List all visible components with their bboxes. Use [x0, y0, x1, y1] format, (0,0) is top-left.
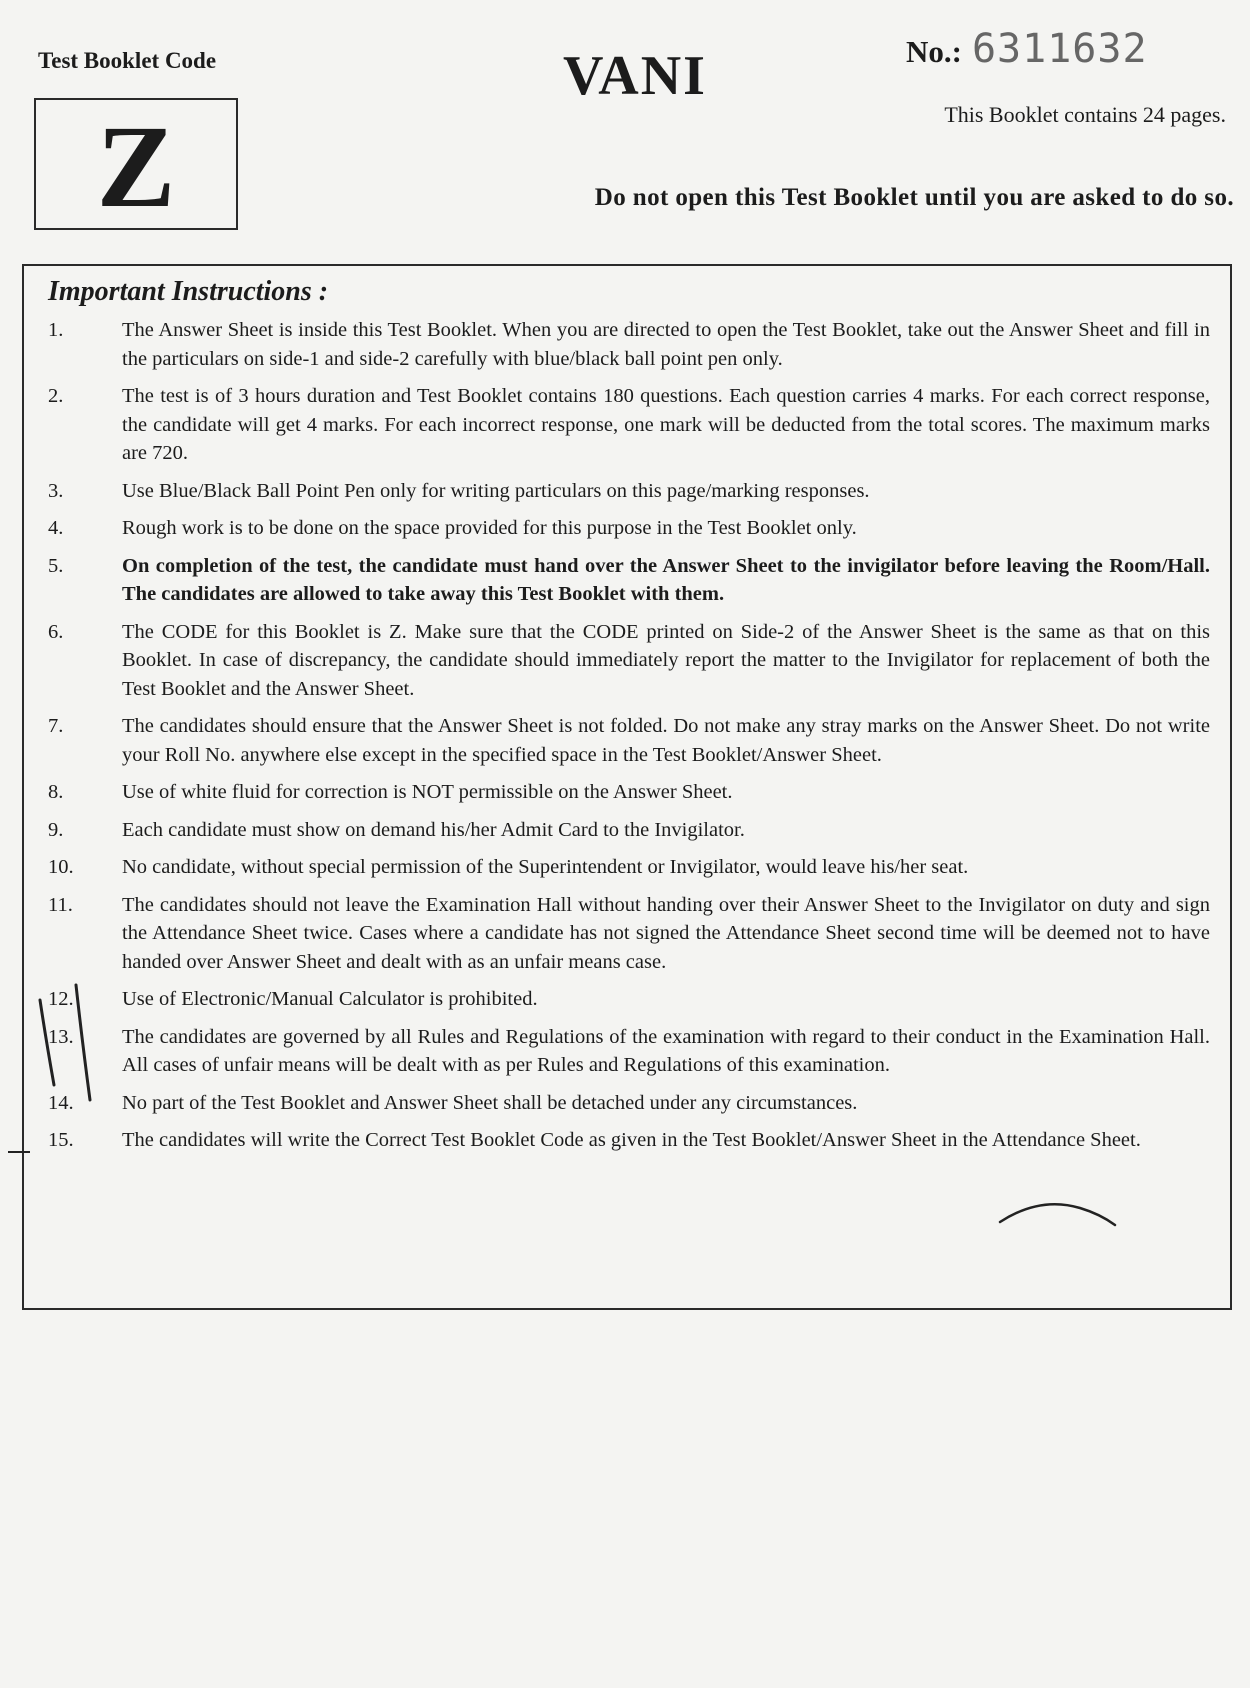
booklet-code-box — [34, 98, 238, 230]
instruction-number: 11. — [48, 893, 73, 916]
instruction-item — [44, 816, 1210, 845]
instruction-number: 7. — [48, 715, 64, 737]
instruction-text: Use of white fluid for correction is NOT permissible on the Answer Sheet. — [122, 781, 733, 803]
instruction-number: 5. — [48, 554, 64, 577]
instruction-item — [44, 618, 1210, 704]
instruction-item — [44, 382, 1210, 468]
page-title: VANI — [563, 45, 707, 107]
instruction-item — [44, 891, 1210, 977]
instruction-text: No part of the Test Booklet and Answer Sheet shall be detached under any circumstances. — [122, 1091, 858, 1114]
instructions-list — [44, 316, 1210, 1155]
instruction-item — [44, 853, 1210, 882]
instruction-text: Use of Electronic/Manual Calculator is prohibited. — [122, 988, 538, 1010]
serial-number-value: 6311632 — [971, 26, 1148, 72]
instruction-number: 9. — [48, 818, 64, 841]
serial-number-label: No.: — [906, 34, 962, 69]
instruction-number: 10. — [48, 856, 74, 878]
instruction-number: 1. — [48, 319, 64, 341]
instruction-text: The candidates should ensure that the Answer Sheet is not folded. Do not make any stray marks on the Answer Sheet. Do not write your Roll No. anywhere else except in the specified space in the Test Booklet/Answer Sheet. — [122, 715, 1210, 766]
do-not-open-warning: Do not open this Test Booklet until you are asked to do so. — [594, 184, 1234, 211]
instruction-text: The Answer Sheet is inside this Test Booklet. When you are directed to open the Test Booklet, take out the Answer Sheet and fill in the particulars on side-1 and side-2 carefully with blue/black ball point pen only. — [122, 319, 1210, 370]
instruction-item — [44, 712, 1210, 769]
instructions-box — [22, 264, 1232, 1310]
instruction-item — [44, 778, 1210, 807]
instruction-number: 2. — [48, 385, 64, 407]
instruction-text: Each candidate must show on demand his/her Admit Card to the Invigilator. — [122, 818, 745, 841]
instruction-item — [44, 514, 1210, 543]
instruction-number: 14. — [48, 1091, 74, 1114]
instruction-text: The candidates should not leave the Examination Hall without handing over their Answer Sheet to the Invigilator on duty and sign the Attendance Sheet twice. Cases where a candidate has not signed the Attendance Sheet second time will be deemed not to have handed over Answer Sheet and dealt with as an unfair means case. — [122, 893, 1210, 973]
booklet-code-letter: Z — [96, 101, 176, 232]
booklet-code-label: Test Booklet Code — [38, 48, 217, 73]
instructions-heading: Important Instructions : — [48, 276, 329, 307]
instruction-text: The CODE for this Booklet is Z. Make sure that the CODE printed on Side-2 of the Answer Sheet is the same as that on this Booklet. In case of discrepancy, the candidate should immediately report the matter to the Invigilator for replacement of both the Test Booklet and the Answer Sheet. — [122, 620, 1210, 700]
instruction-item — [44, 985, 1210, 1014]
instruction-number: 3. — [48, 479, 64, 502]
instruction-item — [44, 1089, 1210, 1118]
instruction-text: The candidates will write the Correct Test Booklet Code as given in the Test Booklet/Answer Sheet in the Attendance Sheet. — [122, 1129, 1141, 1151]
instruction-text: Use Blue/Black Ball Point Pen only for writing particulars on this page/marking responses. — [122, 479, 870, 502]
instruction-number: 12. — [48, 988, 74, 1010]
serial-number-block — [906, 26, 1148, 72]
instruction-item — [44, 1023, 1210, 1080]
instruction-text: The candidates are governed by all Rules and Regulations of the examination with regard to their conduct in the Examination Hall. All cases of unfair means will be dealt with as per Rules and Regulations of this examination. — [122, 1025, 1210, 1076]
instruction-number: 13. — [48, 1025, 74, 1048]
instruction-item — [44, 477, 1210, 506]
instruction-text: The test is of 3 hours duration and Test Booklet contains 180 questions. Each question carries 4 marks. For each correct response, the candidate will get 4 marks. For each incorrect response, one mark will be deducted from the total scores. The maximum marks are 720. — [122, 385, 1210, 464]
instruction-item — [44, 316, 1210, 373]
instruction-number: 8. — [48, 781, 64, 803]
instruction-text: No candidate, without special permission of the Superintendent or Invigilator, would leave his/her seat. — [122, 856, 969, 878]
page-count-note: This Booklet contains 24 pages. — [944, 102, 1226, 127]
instruction-item — [44, 552, 1210, 609]
instruction-text: On completion of the test, the candidate must hand over the Answer Sheet to the invigilator before leaving the Room/Hall. The candidates are allowed to take away this Test Booklet with them. — [122, 554, 1210, 605]
instruction-number: 4. — [48, 517, 64, 539]
instruction-number: 6. — [48, 620, 64, 643]
instruction-text: Rough work is to be done on the space provided for this purpose in the Test Booklet only. — [122, 517, 857, 539]
instruction-number: 15. — [48, 1129, 74, 1151]
instruction-item — [44, 1126, 1210, 1155]
